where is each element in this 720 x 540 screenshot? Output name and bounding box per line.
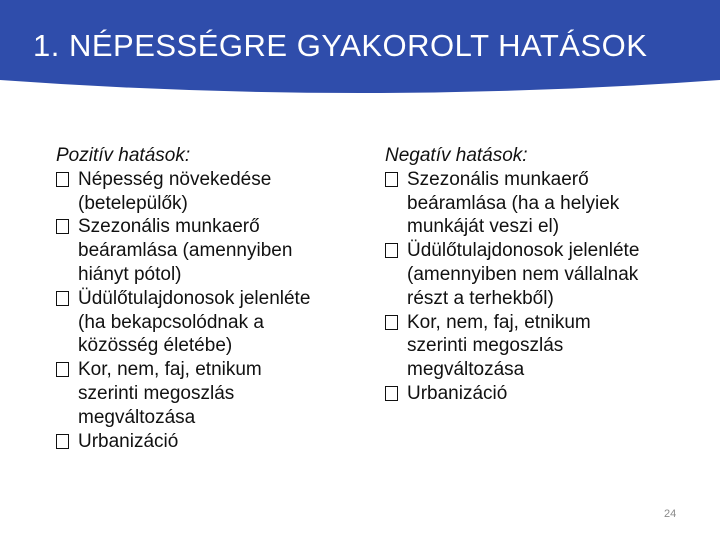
list-item: [56, 430, 356, 454]
checkbox-bullet-icon: [385, 172, 398, 187]
checkbox-bullet-icon: [385, 243, 398, 258]
item-text-line: megváltozása: [78, 406, 196, 428]
item-text-line: Szezonális munkaerő: [407, 168, 589, 190]
item-text-line: megváltozása: [407, 359, 525, 381]
checkbox-bullet-icon: [56, 434, 69, 449]
item-text-line: (amennyiben nem vállalnak: [407, 263, 639, 285]
checkbox-bullet-icon: [385, 386, 398, 401]
list-item: [385, 239, 685, 310]
positive-effects-column: [56, 144, 356, 453]
item-text-line: szerinti megoszlás: [407, 335, 564, 357]
checkbox-bullet-icon: [56, 219, 69, 234]
list-item: [56, 168, 356, 216]
positive-effects-heading: Pozitív hatások:: [56, 145, 191, 166]
item-text-line: közösség életébe): [78, 335, 233, 357]
list-item: [56, 215, 356, 286]
item-text-line: Népesség növekedése: [78, 168, 272, 190]
item-text-line: beáramlása (ha a helyiek: [407, 192, 620, 214]
slide-title: 1. NÉPESSÉGRE GYAKOROLT HATÁSOK: [33, 28, 648, 63]
checkbox-bullet-icon: [56, 362, 69, 377]
negative-effects-heading: Negatív hatások:: [385, 145, 528, 166]
item-text-line: (betelepülők): [78, 192, 188, 214]
item-text-line: Kor, nem, faj, etnikum: [407, 311, 591, 333]
item-text-line: Üdülőtulajdonosok jelenléte: [407, 240, 640, 262]
list-item: [385, 168, 685, 239]
item-text-line: Üdülőtulajdonosok jelenléte: [78, 287, 311, 309]
item-text-line: (ha bekapcsolódnak a: [78, 311, 264, 333]
page-number: 24: [664, 508, 677, 520]
list-item: [385, 382, 685, 406]
item-text-line: munkáját veszi el): [407, 216, 560, 238]
list-item: [385, 311, 685, 382]
item-text-line: Szezonális munkaerő: [78, 216, 260, 238]
item-text-line: szerinti megoszlás: [78, 382, 235, 404]
item-text-line: Urbanizáció: [407, 382, 508, 404]
item-text-line: részt a terhekből): [407, 287, 554, 309]
item-text-line: hiányt pótol): [78, 263, 182, 285]
item-text-line: Urbanizáció: [78, 430, 179, 452]
checkbox-bullet-icon: [385, 315, 398, 330]
item-text-line: Kor, nem, faj, etnikum: [78, 359, 262, 381]
item-text-line: beáramlása (amennyiben: [78, 240, 293, 262]
negative-effects-list: [385, 168, 685, 406]
list-item: [56, 358, 356, 429]
list-item: [56, 287, 356, 358]
negative-effects-column: [385, 144, 685, 406]
checkbox-bullet-icon: [56, 172, 69, 187]
checkbox-bullet-icon: [56, 291, 69, 306]
positive-effects-list: [56, 168, 356, 454]
